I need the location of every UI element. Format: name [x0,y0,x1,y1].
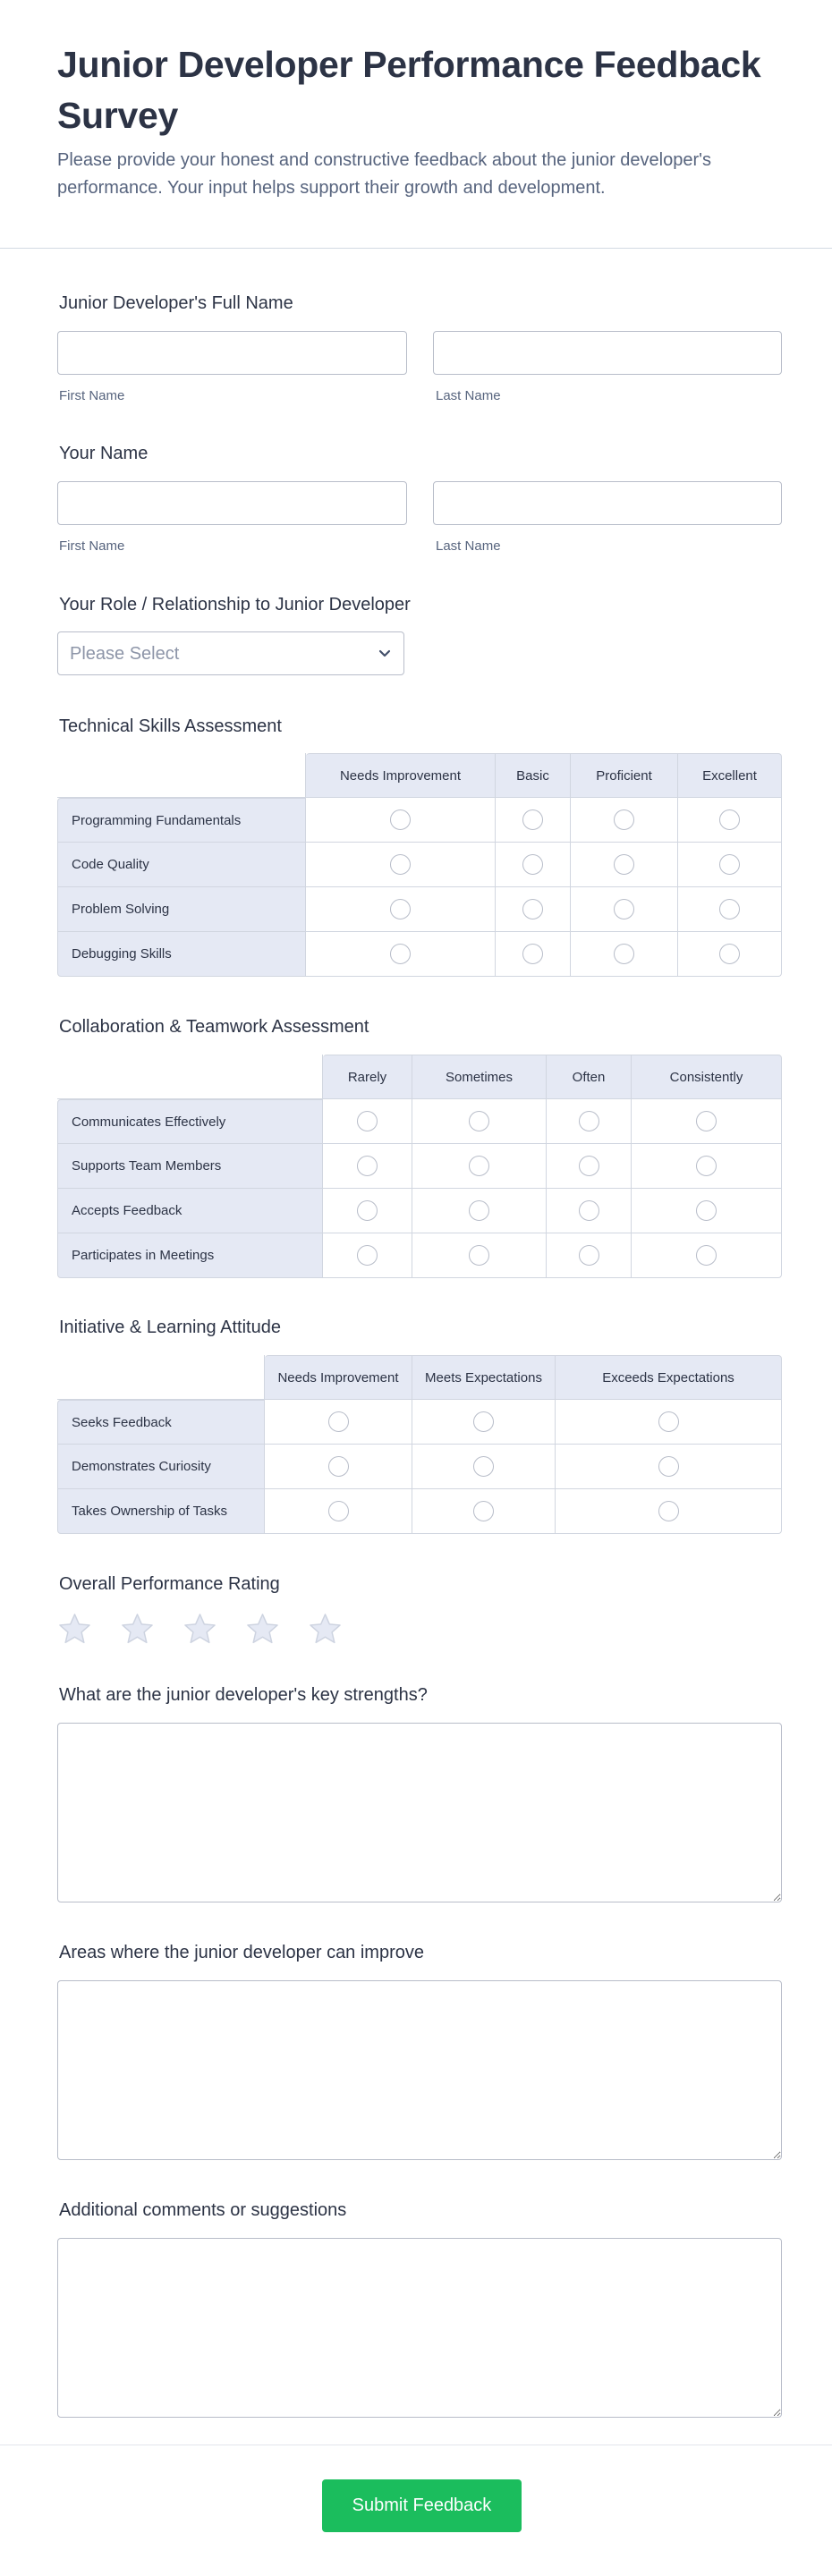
matrix-row [57,798,782,843]
radio-button[interactable] [390,854,411,875]
matrix-row [57,1099,782,1144]
radio-button[interactable] [614,944,634,964]
technical-label: Technical Skills Assessment [59,716,282,736]
radio-button[interactable] [328,1456,349,1477]
matrix-cell [632,1233,782,1278]
radio-button[interactable] [357,1200,378,1221]
matrix-cell [678,887,782,932]
your-first-name-input[interactable] [57,481,407,525]
submit-button[interactable]: Submit Feedback [322,2479,522,2532]
matrix-corner [57,1055,323,1099]
radio-button[interactable] [579,1111,599,1131]
radio-button[interactable] [658,1501,679,1521]
radio-button[interactable] [469,1200,489,1221]
radio-button[interactable] [614,899,634,919]
radio-button[interactable] [473,1501,494,1521]
matrix-cell [306,798,496,843]
matrix-row-label: Accepts Feedback [57,1189,323,1233]
radio-button[interactable] [469,1111,489,1131]
matrix-cell [632,1189,782,1233]
matrix-cell [265,1489,412,1534]
matrix-cell [323,1144,412,1189]
improve-label: Areas where the junior developer can improve [59,1943,424,1962]
role-select[interactable] [57,631,404,675]
improve-textarea[interactable] [57,1980,782,2160]
matrix-cell [678,843,782,887]
radio-button[interactable] [696,1200,717,1221]
matrix-cell [571,887,678,932]
matrix-column-header: Rarely [323,1055,412,1099]
matrix-cell [547,1144,632,1189]
matrix-cell [412,1400,556,1445]
radio-button[interactable] [469,1156,489,1176]
matrix-row [57,1445,782,1489]
radio-button[interactable] [390,809,411,830]
matrix-row-label: Demonstrates Curiosity [57,1445,265,1489]
radio-button[interactable] [522,899,543,919]
matrix-cell [556,1445,782,1489]
matrix-row-label: Problem Solving [57,887,306,932]
role-label: Your Role / Relationship to Junior Developer [59,595,411,614]
matrix-row [57,1144,782,1189]
matrix-row-label: Code Quality [57,843,306,887]
star-icon[interactable] [245,1612,280,1647]
form-header [0,0,832,249]
matrix-cell [412,1144,547,1189]
matrix-cell [496,843,571,887]
matrix-cell [412,1445,556,1489]
radio-button[interactable] [696,1156,717,1176]
matrix-cell [496,798,571,843]
role-select-placeholder: Please Select [70,644,180,664]
radio-button[interactable] [390,899,411,919]
radio-button[interactable] [357,1111,378,1131]
radio-button[interactable] [473,1456,494,1477]
page-title: Junior Developer Performance Feedback Survey [57,44,761,136]
strengths-textarea[interactable] [57,1723,782,1902]
page-description: Please provide your honest and constructive feedback about the junior developer's performance. Your input helps support their growth and development. [57,150,711,198]
matrix-row-label: Supports Team Members [57,1144,323,1189]
matrix-cell [571,843,678,887]
matrix-cell [632,1144,782,1189]
radio-button[interactable] [614,809,634,830]
matrix-column-header: Consistently [632,1055,782,1099]
matrix-cell [678,798,782,843]
matrix-cell [265,1400,412,1445]
matrix-cell [556,1400,782,1445]
matrix-row [57,887,782,932]
radio-button[interactable] [719,899,740,919]
matrix-cell [556,1489,782,1534]
matrix-cell [496,887,571,932]
matrix-cell [265,1445,412,1489]
comments-label: Additional comments or suggestions [59,2200,347,2220]
your-name-label: Your Name [59,444,149,463]
radio-button[interactable] [328,1501,349,1521]
matrix-column-header: Sometimes [412,1055,547,1099]
matrix-column-header: Needs Improvement [265,1355,412,1400]
matrix-cell [496,932,571,977]
matrix-cell [306,843,496,887]
matrix-cell [306,887,496,932]
matrix-column-header: Exceeds Expectations [556,1355,782,1400]
matrix-cell [412,1099,547,1144]
matrix-corner [57,753,306,798]
star-icon[interactable] [183,1612,217,1647]
strengths-label: What are the junior developer's key strengths? [59,1685,428,1705]
matrix-row-label: Takes Ownership of Tasks [57,1489,265,1534]
chevron-down-icon [377,645,393,661]
matrix-cell [547,1099,632,1144]
radio-button[interactable] [522,854,543,875]
matrix-column-header: Needs Improvement [306,753,496,798]
matrix-cell [412,1489,556,1534]
collaboration-matrix [57,1055,782,1278]
matrix-cell [412,1189,547,1233]
radio-button[interactable] [719,809,740,830]
star-icon[interactable] [57,1612,92,1647]
technical-matrix [57,753,782,977]
initiative-label: Initiative & Learning Attitude [59,1318,281,1337]
matrix-cell [678,932,782,977]
rating-label: Overall Performance Rating [59,1574,280,1594]
radio-button[interactable] [614,854,634,875]
junior-first-name-sublabel: First Name [59,388,125,403]
radio-button[interactable] [696,1111,717,1131]
junior-last-name-input[interactable] [433,331,782,375]
matrix-cell [306,932,496,977]
collaboration-label: Collaboration & Teamwork Assessment [59,1017,369,1037]
matrix-row-label: Programming Fundamentals [57,798,306,843]
junior-first-name-input[interactable] [57,331,407,375]
radio-button[interactable] [719,854,740,875]
matrix-row [57,1400,782,1445]
matrix-column-header: Meets Expectations [412,1355,556,1400]
radio-button[interactable] [473,1411,494,1432]
radio-button[interactable] [658,1456,679,1477]
matrix-cell [571,932,678,977]
matrix-row-label: Seeks Feedback [57,1400,265,1445]
radio-button[interactable] [357,1156,378,1176]
matrix-cell [632,1099,782,1144]
matrix-row-label: Communicates Effectively [57,1099,323,1144]
radio-button[interactable] [390,944,411,964]
your-last-name-input[interactable] [433,481,782,525]
radio-button[interactable] [522,944,543,964]
star-icon[interactable] [120,1612,155,1647]
matrix-column-header: Often [547,1055,632,1099]
comments-textarea[interactable] [57,2238,782,2418]
form-footer [0,2445,832,2576]
matrix-row [57,1233,782,1278]
matrix-corner [57,1355,265,1400]
radio-button[interactable] [658,1411,679,1432]
radio-button[interactable] [357,1245,378,1266]
radio-button[interactable] [579,1156,599,1176]
initiative-matrix [57,1355,782,1534]
junior-last-name-sublabel: Last Name [436,388,501,403]
star-icon[interactable] [308,1612,343,1647]
matrix-cell [323,1099,412,1144]
matrix-row [57,843,782,887]
matrix-column-header: Basic [496,753,571,798]
matrix-row [57,932,782,977]
matrix-row-label: Participates in Meetings [57,1233,323,1278]
radio-button[interactable] [696,1245,717,1266]
radio-button[interactable] [579,1200,599,1221]
matrix-column-header: Proficient [571,753,678,798]
radio-button[interactable] [719,944,740,964]
matrix-row [57,1189,782,1233]
matrix-row [57,1489,782,1534]
matrix-cell [412,1233,547,1278]
junior-name-label: Junior Developer's Full Name [59,293,293,313]
matrix-row-label: Debugging Skills [57,932,306,977]
radio-button[interactable] [522,809,543,830]
matrix-cell [571,798,678,843]
your-first-name-sublabel: First Name [59,538,125,554]
radio-button[interactable] [328,1411,349,1432]
matrix-cell [323,1189,412,1233]
star-rating[interactable] [57,1612,343,1647]
matrix-cell [547,1233,632,1278]
your-last-name-sublabel: Last Name [436,538,501,554]
matrix-column-header: Excellent [678,753,782,798]
radio-button[interactable] [469,1245,489,1266]
matrix-cell [323,1233,412,1278]
matrix-cell [547,1189,632,1233]
radio-button[interactable] [579,1245,599,1266]
